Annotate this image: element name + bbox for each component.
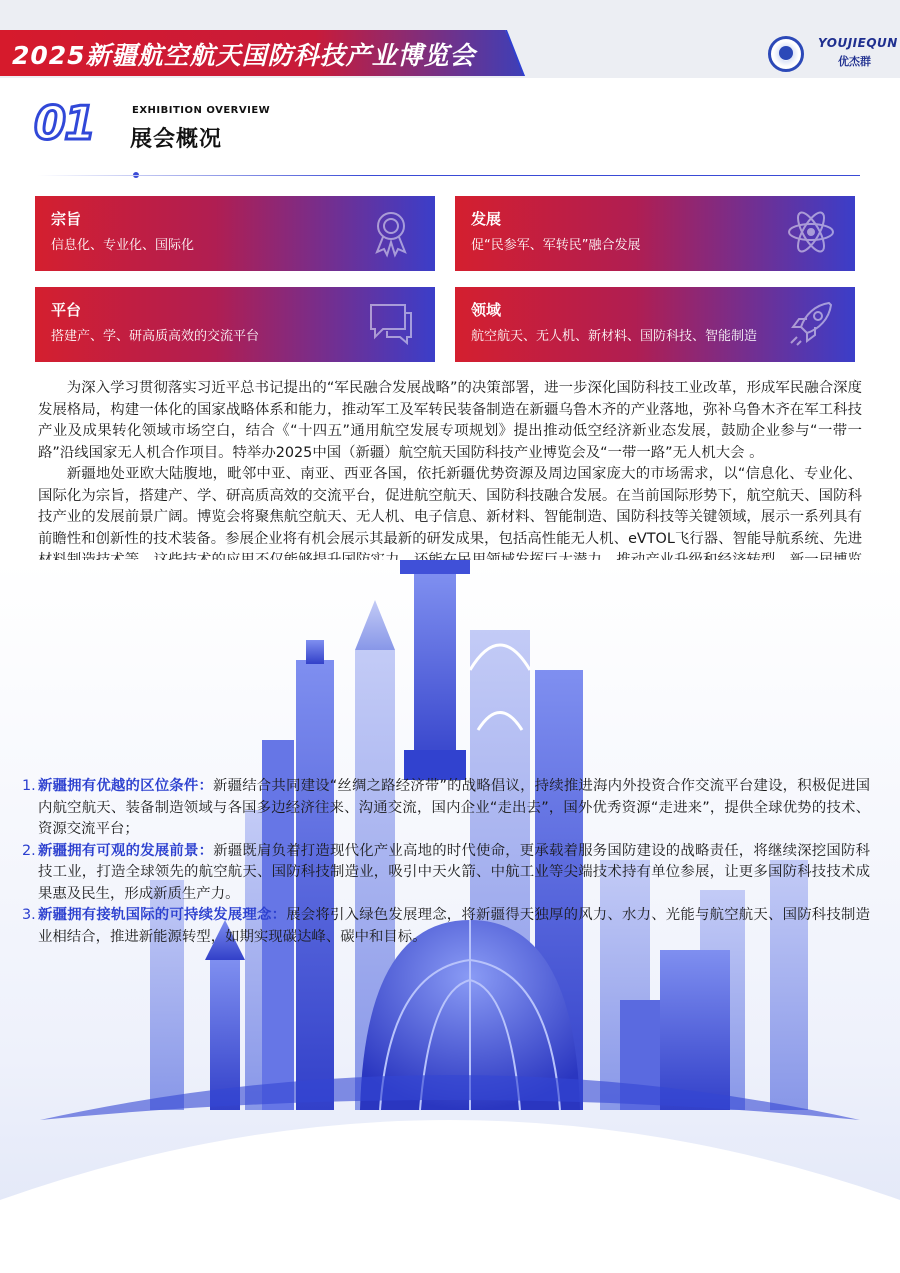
overview-paragraph-2: 新疆地处亚欧大陆腹地，毗邻中亚、南亚、西亚各国，依托新疆优势资源及周边国家庞大的市场需求，以“信息化、专业化、国际化为宗旨，搭建产、学、研高质高效的交流平台，促进航空航天、国防科技融合发展。在当前国际形势下，航空航天、国防科技产业的发展前景广阔。博览会将聚焦航空航天、无人机、电子信息、新材料、智能制造、国防科技等关键领域，展示一系列具有前瞻性和创新性的技术装备。参展企业将有机会展示其最新的研发成果，包括高性能无人机、eVTOL飞行器、智能导航系统、先进 xyxy=(38,466,862,547)
card-platform xyxy=(35,287,435,362)
list-number: 1. xyxy=(22,778,36,794)
card-text: 促“民参军、军转民”融合发展 xyxy=(471,238,641,253)
section-divider xyxy=(38,175,860,176)
section-number: 01 xyxy=(34,96,95,150)
medal-icon xyxy=(365,206,417,258)
card-title: 宗旨 xyxy=(51,210,82,228)
list-lead: 新疆拥有可观的发展前景： xyxy=(38,842,214,859)
card-title: 平台 xyxy=(51,301,82,319)
chat-icon xyxy=(365,297,417,349)
list-item xyxy=(22,841,870,906)
card-text: 搭建产、学、研高质高效的交流平台 xyxy=(51,329,260,344)
advantages-list xyxy=(22,776,870,948)
brand-logo-subtext: 优杰群 xyxy=(838,55,871,68)
page-title: 2025新疆航空航天国防科技产业博览会 xyxy=(12,41,476,70)
overview-paragraph-1: 为深入学习贯彻落实习近平总书记提出的“军民融合发展战略”的决策部署，进一步深化国防科技工业改革，形成军民融合深度发展格局，构建一体化的国家战略体系和能力，推动军工及军转民装备制造在新疆乌鲁木齐的产业落地，弥补乌鲁木齐在军工科技产业及成果转化领域市场空白，结合《“十四五”通用航空发展专项规划》提出推动低空经济新业态发展，鼓励企业参与“一带一路”沿线国家无人机合作项目。特举办2025中国（新疆）航空航天国防科技产业博览会及“一带一路”无人机大会 。 xyxy=(38,380,862,461)
emblem-logo-icon xyxy=(768,36,804,72)
list-number: 2. xyxy=(22,842,36,859)
section-cn-title: 展会概况 xyxy=(130,127,223,152)
atom-icon xyxy=(785,206,837,258)
list-text: 新疆结合共同建设“丝绸之路经济带”的战略倡议，持续推进海内外投资合作交流平台建设，积极促进国内航空航天、装备制造领域与各国多边经济往来、沟通交流，国内企业“走出去”，国外优秀资源“走进来”，提供全球优势的技术、资源交流平台； xyxy=(38,778,870,837)
card-fields xyxy=(455,287,855,362)
card-text: 航空航天、无人机、新材料、国防科技、智能制造 xyxy=(471,329,758,344)
list-text: 展会将引入绿色发展理念，将新疆得天独厚的风力、水力、光能与航空航天、国防科技制造业相结合，推进新能源转型，如期实现碳达峰、碳中和目标。 xyxy=(38,907,870,945)
list-text: 新疆既肩负着打造现代化产业高地的时代使命，更承载着服务国防建设的战略责任，将继续深挖国防科技工业，打造全球领先的航空航天、国防科技制造业，吸引中天火箭、中航工业等尖端技术持有单位参展，让更多国防科技技术成果惠及民生，形成新质生产力。 xyxy=(38,842,870,902)
list-item xyxy=(22,905,870,948)
rocket-icon xyxy=(785,297,837,349)
section-en-title: EXHIBITION OVERVIEW xyxy=(132,105,271,116)
card-purpose xyxy=(35,196,435,271)
list-lead: 新疆拥有接轨国际的可持续发展理念： xyxy=(38,907,287,923)
header-banner xyxy=(0,0,900,78)
list-item xyxy=(22,776,870,841)
list-lead: 新疆拥有优越的区位条件： xyxy=(38,778,214,794)
card-development xyxy=(455,196,855,271)
list-number: 3. xyxy=(22,907,36,923)
card-text: 信息化、专业化、国际化 xyxy=(51,238,195,253)
card-title: 领域 xyxy=(471,301,502,319)
brand-logo-text: YOUJIEQUN xyxy=(818,36,898,50)
card-title: 发展 xyxy=(471,210,502,228)
